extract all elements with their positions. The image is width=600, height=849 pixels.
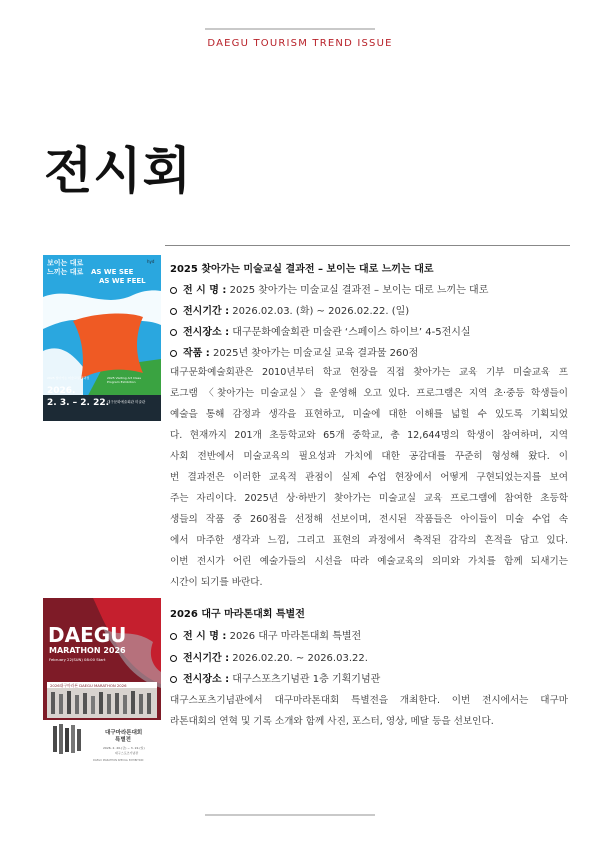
description-line: 에서 마주한 생각과 느낌, 그리고 표현의 과정에서 축적된 감각의 흔적을 담고 있다. <box>170 535 568 546</box>
bottom-rule <box>205 814 375 816</box>
poster2-brand: DAEGU <box>48 623 127 647</box>
poster1-dates: 2026. <box>47 386 76 396</box>
poster2-sub: MARATHON 2026 <box>49 646 126 655</box>
description-line: 번 결과전은 이러한 교육적 관점이 실제 수업 현장에서 어떻게 구현되었는지를 보여 <box>170 472 568 483</box>
description-line: 생들의 작품 중 260점을 선정해 선보이며, 전시된 작품들은 아이들이 미술 수업 속 <box>170 514 568 525</box>
poster2-kr-title-line1: 대구마라톤대회 <box>105 730 143 736</box>
poster1-small-line1: 2025 찾아가는 미술교실 결과전 <box>47 376 90 380</box>
poster-art-class-graphic <box>43 255 161 421</box>
event-field-name: 전 시 명 : 2026 대구 마라톤대회 특별전 <box>170 627 361 642</box>
description-line: 예술을 통해 감정과 생각을 표현하고, 미술에 대한 이해를 넓힐 수 있도록 기획되었 <box>170 409 568 420</box>
bullet-icon <box>170 676 177 683</box>
exhibition-poster-art-class <box>43 255 161 421</box>
bullet-icon <box>170 329 177 336</box>
section-title: 전시회 <box>44 142 192 200</box>
poster1-english-line2: AS WE FEEL <box>99 277 146 285</box>
bullet-icon <box>170 287 177 294</box>
top-rule <box>205 28 375 30</box>
poster1-dates-range: 2. 3. – 2. 22. <box>47 398 110 408</box>
section-divider <box>165 245 570 246</box>
poster2-banner: 2026대구마라톤 DAEGU MARATHON 2026 <box>50 683 127 688</box>
poster2-period: 2026. 2. 20.(금) ~ 3. 22.(일) <box>103 746 145 750</box>
poster1-org-mark: hyd <box>147 259 155 264</box>
event-field-name: 전 시 명 : 2025 찾아가는 미술교실 결과전 – 보이는 대로 느끼는 대로 <box>170 281 488 296</box>
poster1-small-line2: 2025 Visiting Art Class <box>107 376 141 380</box>
exhibition-poster-marathon <box>43 598 161 764</box>
poster2-kr-title-line2: 특별전 <box>115 737 131 743</box>
description-line: 대구문화예술회관은 2010년부터 학교 현장을 직접 찾아가는 교육 기부 미술교육 프 <box>170 367 568 378</box>
event-field-period: 전시기간 : 2026.02.20. ~ 2026.03.22. <box>170 649 368 664</box>
description-line: 다. 현재까지 201개 초등학교와 65개 중학교, 총 12,644명의 학생이 참여하며, 지역 <box>170 430 568 441</box>
event-title: 2026 대구 마라톤대회 특별전 <box>170 609 305 620</box>
bullet-icon <box>170 633 177 640</box>
description-line: 로그램 〈찾아가는 미술교실〉을 운영해 오고 있다. 프로그램은 지역 초·중등 학생들이 <box>170 388 568 399</box>
poster1-title-line1: 보이는 대로 <box>47 259 84 267</box>
poster1-english-line1: AS WE SEE <box>91 268 134 276</box>
poster2-date-line: February 22(SUN) 08:00 Start <box>49 657 106 662</box>
bullet-icon <box>170 655 177 662</box>
header-label: DAEGU TOURISM TREND ISSUE <box>207 38 393 49</box>
event-field-works: 작품 : 2025년 찾아가는 미술교실 교육 결과물 260점 <box>170 344 418 359</box>
poster2-footer: DAEGU MARATHON SPECIAL EXHIBITION <box>93 759 144 762</box>
description-line: 이번 전시가 어린 예술가들의 시선을 따라 예술교육의 의미와 가치를 함께 되새기는 <box>170 556 568 567</box>
description-line: 대구스포츠기념관에서 대구마라톤대회 특별전을 개최한다. 이번 전시에서는 대구마 <box>170 695 568 706</box>
event-field-venue: 전시장소 : 대구스포츠기념관 1층 기획기념관 <box>170 670 380 685</box>
event-field-venue: 전시장소 : 대구문화예술회관 미술관 ‘스페이스 하이브’ 4-5전시실 <box>170 323 471 338</box>
bullet-icon <box>170 350 177 357</box>
bullet-icon <box>170 308 177 315</box>
event-title: 2025 찾아가는 미술교실 결과전 – 보이는 대로 느끼는 대로 <box>170 264 434 275</box>
poster1-venue: 대구문화예술회관 미술관 <box>107 400 146 404</box>
poster1-title-line2: 느끼는 대로 <box>47 268 84 276</box>
description-line: 주는 자리이다. 2025년 상·하반기 찾아가는 미술교실 교육 프로그램에 참여한 초등학 <box>170 493 568 504</box>
description-line: 라톤대회의 연혁 및 기록 소개와 함께 사진, 포스터, 영상, 메달 등을 선보인다. <box>170 716 494 727</box>
event-field-period: 전시기간 : 2026.02.03. (화) ~ 2026.02.22. (일) <box>170 302 409 317</box>
poster1-small-line3: Program Exhibition <box>107 380 136 384</box>
description-line: 시간이 되기를 바란다. <box>170 577 263 588</box>
poster2-venue: 대구스포츠기념관 <box>115 751 139 755</box>
poster-marathon-graphic <box>43 598 161 764</box>
description-line: 사회 전반에서 미술교육의 필요성과 가치에 대한 공감대를 꾸준히 형성해 왔다. 이 <box>170 451 568 462</box>
